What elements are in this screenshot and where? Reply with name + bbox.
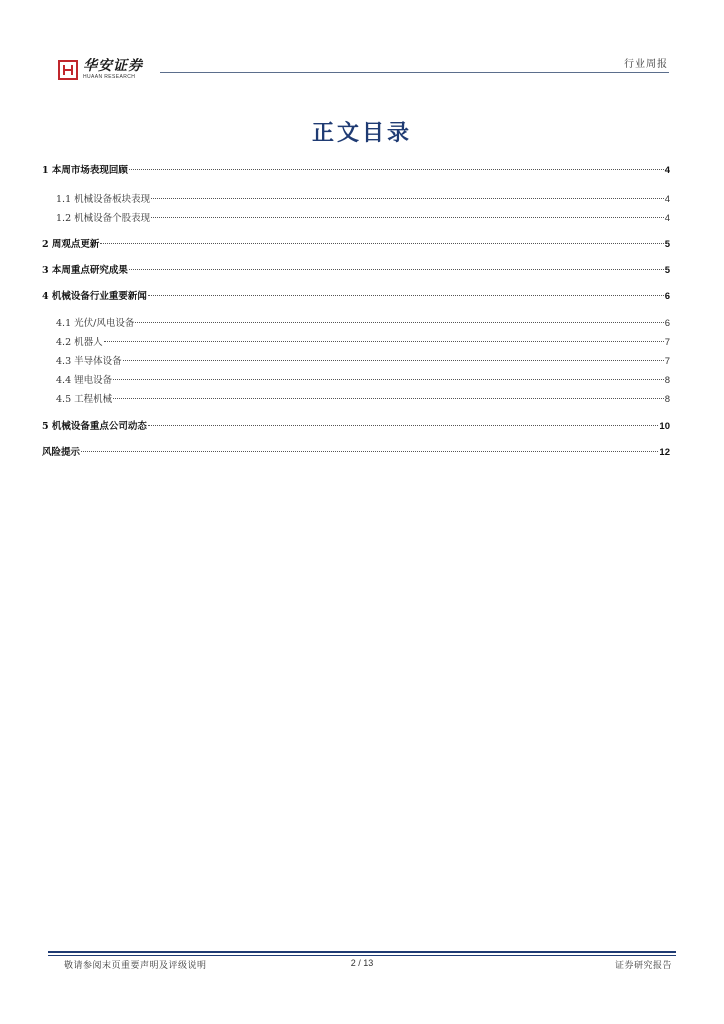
toc-entry-page: 10 (659, 421, 670, 432)
toc-leader-dots (129, 169, 664, 170)
footer-disclaimer: 敬请参阅末页重要声明及评级说明 (64, 961, 207, 971)
toc-leader-dots (104, 341, 664, 342)
toc-leader-dots (148, 425, 659, 426)
toc-entry-page: 4 (664, 194, 670, 205)
toc-entry-page: 8 (664, 375, 670, 386)
toc-leader-dots (135, 322, 663, 323)
footer-doc-type: 证券研究报告 (614, 961, 672, 971)
toc-entry[interactable] (42, 317, 670, 331)
logo-chinese-name: 华安证券 (83, 58, 143, 74)
toc-entry[interactable] (42, 355, 670, 369)
toc-entry[interactable] (42, 264, 670, 278)
toc-entry-label: 4.4 锂电设备 (56, 375, 113, 386)
logo-seal-icon (58, 60, 78, 80)
footer-divider (48, 951, 676, 953)
toc-entry-page: 6 (664, 291, 670, 302)
toc-entry-label: 4 机械设备行业重要新闻 (42, 291, 147, 302)
toc-leader-dots (151, 217, 664, 218)
toc-entry-page: 12 (659, 447, 670, 458)
toc-entry-label: 4.2 机器人 (56, 337, 103, 348)
toc-leader-dots (148, 295, 664, 296)
toc-entry-page: 5 (664, 239, 670, 250)
toc-entry-label: 2 周观点更新 (42, 239, 100, 250)
header-divider (160, 72, 669, 73)
toc-title: 正文目录 (311, 120, 412, 146)
logo-english-name: HUAAN RESEARCH (83, 74, 136, 80)
toc-entry-label: 5 机械设备重点公司动态 (42, 421, 147, 432)
toc-leader-dots (113, 398, 664, 399)
toc-entry[interactable] (42, 446, 670, 460)
toc-entry[interactable] (42, 193, 670, 207)
toc-entry-page: 8 (664, 394, 670, 405)
toc-entry[interactable] (42, 212, 670, 226)
toc-entry-page: 6 (664, 318, 670, 329)
toc-entry-page: 4 (664, 213, 670, 224)
toc-entry[interactable] (42, 374, 670, 388)
toc-leader-dots (129, 269, 664, 270)
toc-entry-label: 4.3 半导体设备 (56, 356, 122, 367)
toc-entry-label: 4.5 工程机械 (56, 394, 113, 405)
toc-leader-dots (113, 379, 664, 380)
toc-entry-label: 1.1 机械设备板块表现 (56, 194, 151, 205)
report-type-label: 行业周报 (624, 59, 668, 70)
company-logo (58, 59, 143, 80)
footer-divider-thin (48, 955, 676, 956)
toc-entry[interactable] (42, 290, 670, 304)
toc-entry-label: 1.2 机械设备个股表现 (56, 213, 151, 224)
page-number: 2 / 13 (350, 958, 374, 968)
toc-leader-dots (151, 198, 664, 199)
toc-entry[interactable] (42, 420, 670, 434)
toc-entry[interactable] (42, 238, 670, 252)
toc-entry-page: 7 (664, 356, 670, 367)
toc-entry-label: 风险提示 (42, 447, 81, 458)
toc-entry[interactable] (42, 164, 670, 178)
toc-leader-dots (123, 360, 664, 361)
toc-entry-page: 5 (664, 265, 670, 276)
toc-entry-page: 4 (664, 165, 670, 176)
toc-entry[interactable] (42, 393, 670, 407)
toc-entry-label: 4.1 光伏/风电设备 (56, 318, 135, 329)
toc-leader-dots (81, 451, 658, 452)
toc-entry-label: 1 本周市场表现回顾 (42, 165, 128, 176)
toc-leader-dots (100, 243, 663, 244)
toc-entry[interactable] (42, 336, 670, 350)
page-header (0, 0, 724, 90)
toc-entry-label: 3 本周重点研究成果 (42, 265, 128, 276)
toc-entry-page: 7 (664, 337, 670, 348)
